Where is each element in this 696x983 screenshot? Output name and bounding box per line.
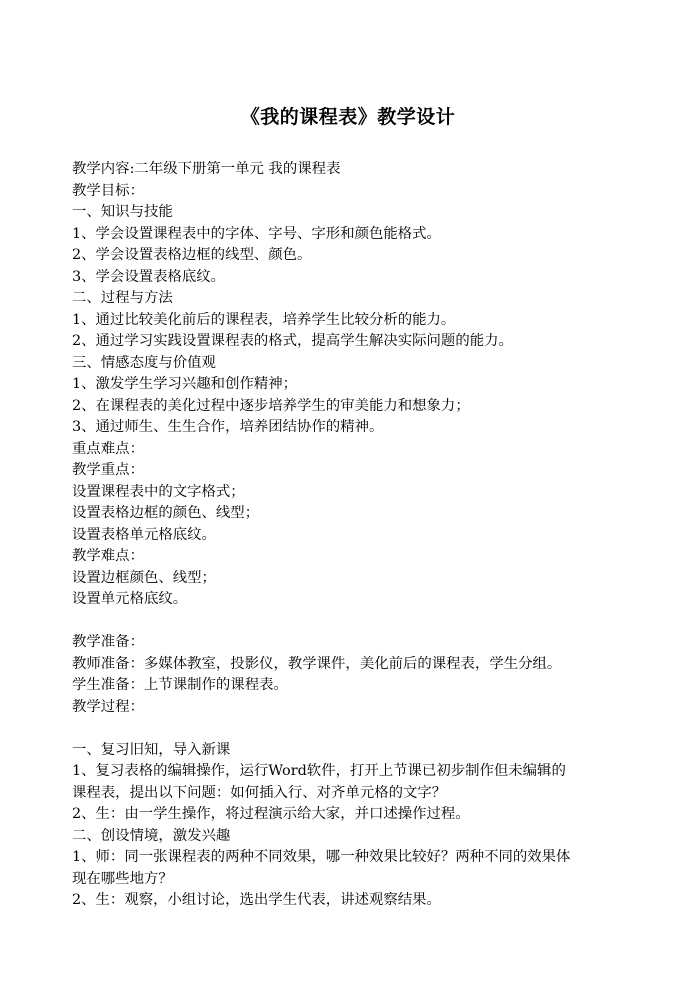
text-line: 一、复习旧知，导入新课 (72, 741, 231, 758)
text-line: 2、在课程表的美化过程中逐步培养学生的审美能力和想象力； (72, 397, 470, 414)
text-line: 二、过程与方法 (72, 290, 173, 306)
text-line: 设置边框颜色、线型； (72, 569, 216, 586)
text-line: 1、激发学生学习兴趣和创作精神； (72, 376, 298, 392)
text-line: 教学准备： (72, 634, 144, 650)
text-line: 现在哪些地方？ (72, 870, 173, 887)
text-line: 二、创设情境，激发兴趣 (72, 827, 231, 844)
document-body (72, 159, 628, 912)
text-line: 一、知识与技能 (72, 204, 173, 220)
text-line: 三、情感态度与价值观 (72, 354, 216, 371)
text-line: 设置课程表中的文字格式； (72, 483, 245, 500)
text-line: 2、学会设置表格边框的线型、颜色。 (72, 247, 312, 263)
text-line: 课程表，提出以下问题：如何插入行、对齐单元格的文字？ (72, 784, 447, 801)
text-line: 1、师：同一张课程表的两种不同效果，哪一种效果比较好？两种不同的效果体 (72, 849, 571, 865)
text-line: 教学重点： (72, 462, 144, 478)
text-line: 设置表格边框的颜色、线型； (72, 505, 260, 521)
text-line: 1、学会设置课程表中的字体、字号、字形和颜色能格式。 (72, 225, 441, 242)
text-line: 2、生：观察，小组讨论，选出学生代表，讲述观察结果。 (72, 892, 441, 908)
blank-line (72, 611, 628, 633)
text-line: 设置表格单元格底纹。 (72, 526, 216, 543)
text-line: 1、通过比较美化前后的课程表，培养学生比较分析的能力。 (72, 311, 456, 328)
text-line: 教学目标： (72, 182, 144, 199)
text-line: 教学内容:二年级下册第一单元 我的课程表 (72, 161, 341, 177)
text-line: 重点难点： (72, 440, 144, 457)
text-line: 设置单元格底纹。 (72, 591, 188, 607)
text-line: 1、复习表格的编辑操作，运行Word软件，打开上节课已初步制作但未编辑的 (72, 763, 566, 779)
text-line: 教学过程： (72, 698, 144, 715)
text-line: 学生准备：上节课制作的课程表。 (72, 677, 288, 693)
text-line: 教师准备：多媒体教室，投影仪，教学课件，美化前后的课程表，学生分组。 (72, 655, 562, 672)
text-line: 2、生：由一学生操作，将过程演示给大家，并口述操作过程。 (72, 806, 470, 822)
text-line: 教学难点： (72, 548, 144, 564)
text-line: 2、通过学习实践设置课程表的格式，提高学生解决实际问题的能力。 (72, 333, 513, 349)
text-line: 3、学会设置表格底纹。 (72, 268, 226, 285)
text-line: 3、通过师生、生生合作，培养团结协作的精神。 (72, 419, 384, 435)
document-title: 《我的课程表》教学设计 (240, 106, 456, 128)
blank-line (72, 718, 628, 740)
